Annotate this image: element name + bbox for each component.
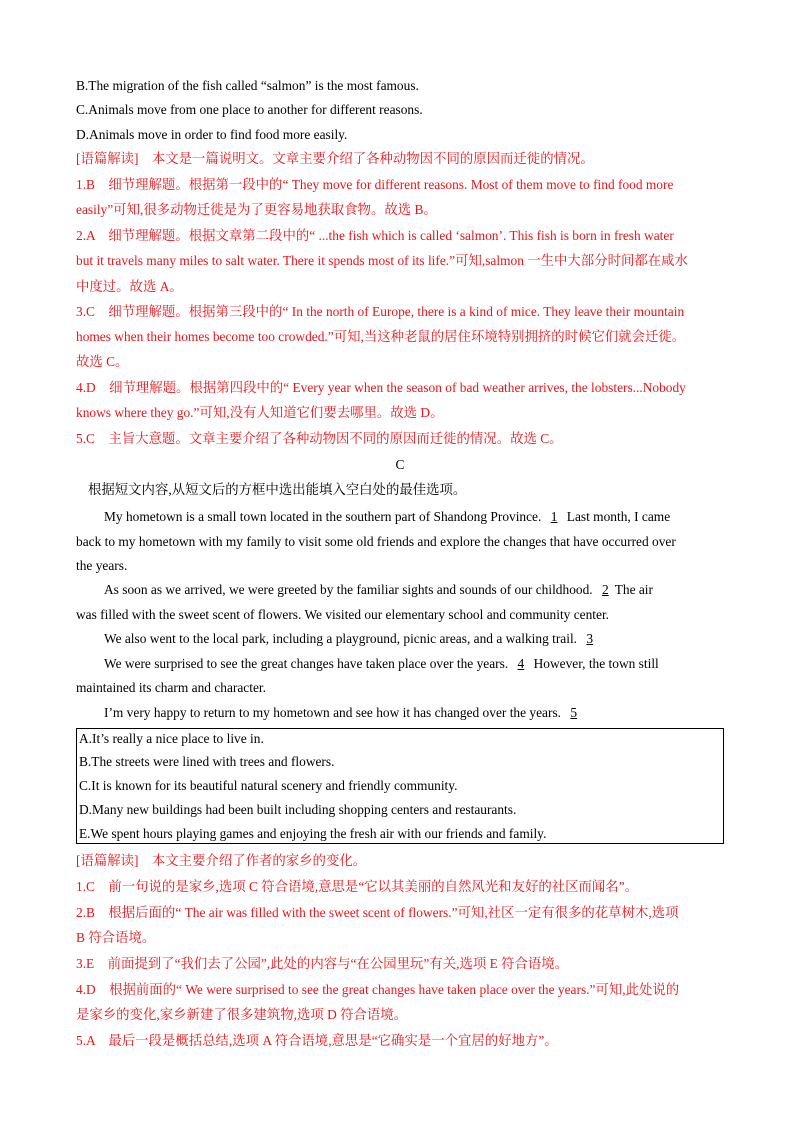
analysis-c-intro: [语篇解读] 本文主要介绍了作者的家乡的变化。 <box>76 853 367 868</box>
c-answer-5: 5.A 最后一段是概括总结,选项 A 符合语境,意思是“它确实是一个宜居的好地方”。 <box>76 1033 558 1048</box>
answer-4-line-1: 4.D 细节理解题。根据第四段中的“ Every year when the season of bad weather arrives, the lobsters...Nobody <box>76 380 686 395</box>
answer-2-line-1: 2.A 细节理解题。根据文章第二段中的“ ...the fish which is called ‘salmon’. This fish is born in fresh water <box>76 228 674 243</box>
option-c-prev: C.Animals move from one place to another for different reasons. <box>76 102 423 117</box>
p3-text-a: We also went to the local park, including a playground, picnic areas, and a walking trail. <box>104 631 578 646</box>
answer-2-line-2: but it travels many miles to salt water. There it spends most of its life.”可知,salmon 一生中大部分时间都在咸水 <box>76 253 688 268</box>
p1-line-2: back to my hometown with my family to visit some old friends and explore the changes that have occurred over <box>76 534 676 549</box>
p1-line-1 <box>104 508 724 526</box>
answer-3-line-1: 3.C 细节理解题。根据第三段中的“ In the north of Europe, there is a kind of mice. They leave their mountain <box>76 304 685 319</box>
p2-text-a: As soon as we arrived, we were greeted by the familiar sights and sounds of our childhood. <box>104 582 593 597</box>
c-answer-4-line-1: 4.D 根据前面的“ We were surprised to see the great changes have taken place over the years.”可知,此处说的 <box>76 982 680 997</box>
p2-line-2: was filled with the sweet scent of flowers. We visited our elementary school and community center. <box>76 607 610 622</box>
p2-line-1 <box>104 581 724 599</box>
blank-3: 3 <box>586 631 594 646</box>
p1-text-a: My hometown is a small town located in the southern part of Shandong Province. <box>104 509 542 524</box>
answer-2-line-3: 中度过。故选 A。 <box>76 279 183 294</box>
answer-5-line-1: 5.C 主旨大意题。文章主要介绍了各种动物因不同的原因而迁徙的情况。故选 C。 <box>76 431 563 446</box>
p1-text-b: Last month, I came <box>566 509 671 524</box>
c-answer-2-line-2: B 符合语境。 <box>76 930 156 945</box>
c-answer-2-line-1: 2.B 根据后面的“ The air was filled with the sweet scent of flowers.”可知,社区一定有很多的花草树木,选项 <box>76 905 679 920</box>
c-answer-3: 3.E 前面提到了“我们去了公园”,此处的内容与“在公园里玩”有关,选项 E 符合语境。 <box>76 956 569 971</box>
choice-c: C.It is known for its beautiful natural scenery and friendly community. <box>79 778 458 793</box>
p4-text-b: However, the town still <box>533 656 659 671</box>
p5-text-a: I’m very happy to return to my hometown and see how it has changed over the years. <box>104 705 562 720</box>
choice-e: E.We spent hours playing games and enjoying the fresh air with our friends and family. <box>79 826 547 841</box>
answer-3-line-2: homes when their homes become too crowded.”可知,当这种老鼠的居住环境特别拥挤的时候它们就会迁徙。 <box>76 329 686 344</box>
answer-1-line-2: easily”可知,很多动物迁徙是为了更容易地获取食物。故选 B。 <box>76 202 437 217</box>
p2-text-b: The air <box>614 582 653 597</box>
section-letter: C <box>395 457 405 472</box>
choice-b: B.The streets were lined with trees and flowers. <box>79 754 335 769</box>
blank-4: 4 <box>517 656 525 671</box>
p1-line-3: the years. <box>76 558 128 573</box>
choice-a: A.It’s really a nice place to live in. <box>79 731 264 746</box>
answer-1-line-1: 1.B 细节理解题。根据第一段中的“ They move for different reasons. Most of them move to find food more <box>76 177 674 192</box>
blank-1: 1 <box>550 509 558 524</box>
p4-text-a: We were surprised to see the great changes have taken place over the years. <box>104 656 509 671</box>
option-d-prev: D.Animals move in order to find food more easily. <box>76 127 348 142</box>
option-b-prev: B.The migration of the fish called “salmon” is the most famous. <box>76 78 419 93</box>
p4-line-2: maintained its charm and character. <box>76 680 266 695</box>
choices-box <box>76 728 724 844</box>
p3-line-1 <box>104 630 724 648</box>
blank-5: 5 <box>570 705 578 720</box>
choice-d: D.Many new buildings had been built including shopping centers and restaurants. <box>79 802 517 817</box>
c-answer-4-line-2: 是家乡的变化,家乡新建了很多建筑物,选项 D 符合语境。 <box>76 1007 408 1022</box>
c-answer-1: 1.C 前一句说的是家乡,选项 C 符合语境,意思是“它以其美丽的自然风光和友好的社区而闻名”。 <box>76 879 639 894</box>
p4-line-1 <box>104 655 724 673</box>
blank-2: 2 <box>602 582 609 597</box>
answer-4-line-2: knows where they go.”可知,没有人知道它们要去哪里。故选 D。 <box>76 405 444 420</box>
section-instruction: 根据短文内容,从短文后的方框中选出能填入空白处的最佳选项。 <box>88 482 467 497</box>
analysis-intro: [语篇解读] 本文是一篇说明文。文章主要介绍了各种动物因不同的原因而迁徙的情况。 <box>76 151 594 166</box>
p5-line-1 <box>104 704 724 722</box>
answer-3-line-3: 故选 C。 <box>76 354 129 369</box>
